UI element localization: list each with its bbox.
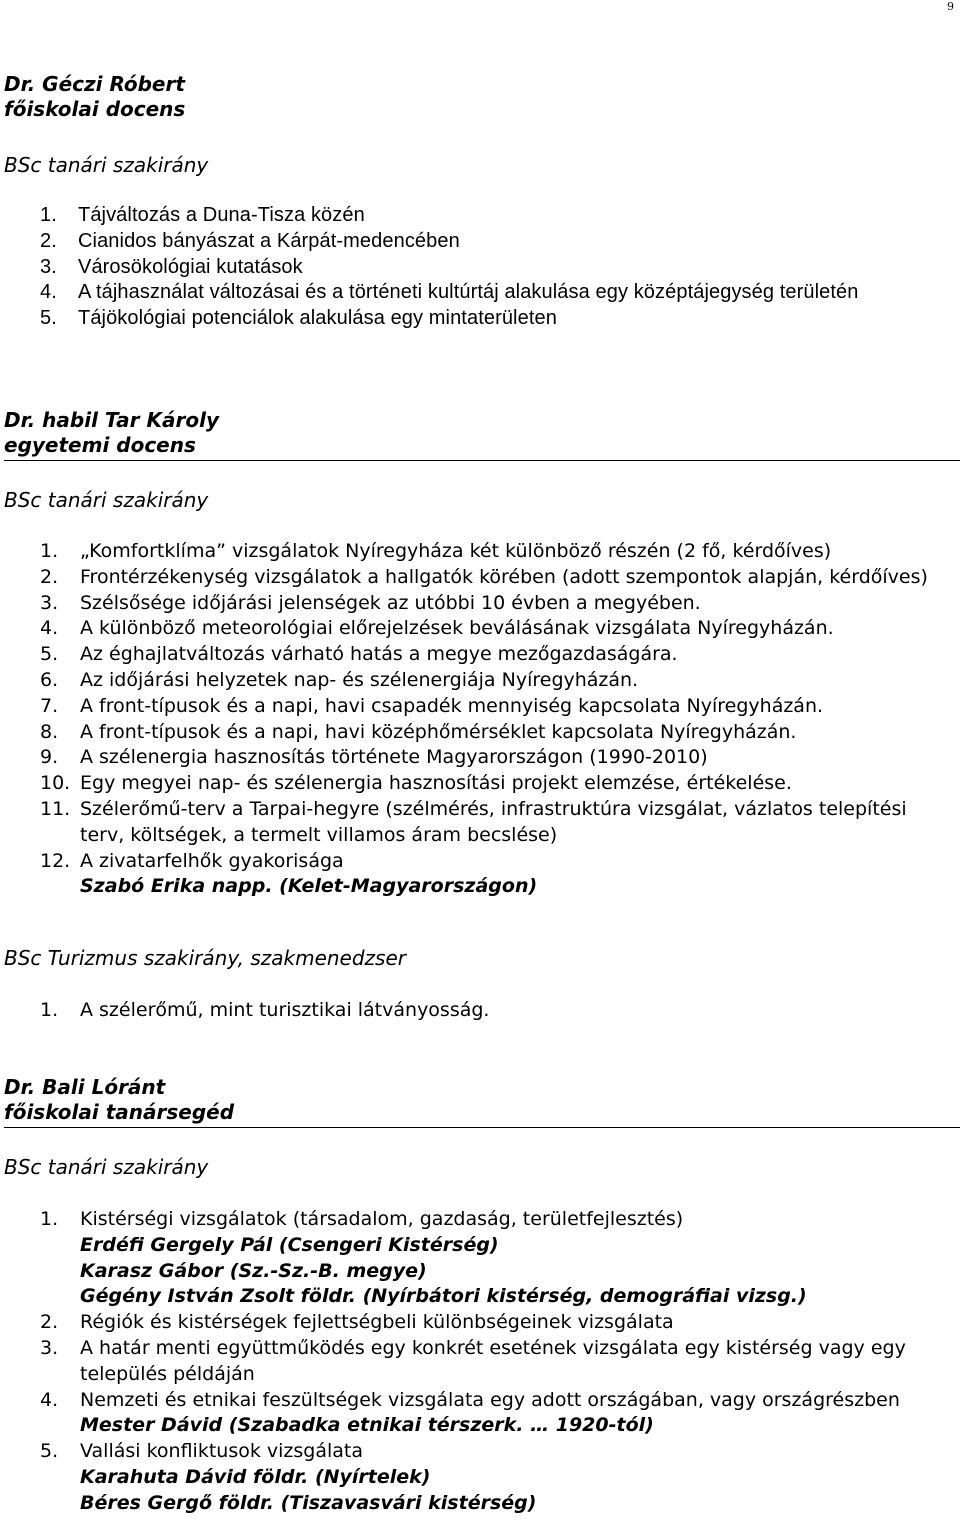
student-name: Szabó Erika napp. (Kelet-Magyarországon) xyxy=(80,875,538,898)
program-label: BSc Turizmus szakirány, szakmenedzser xyxy=(4,946,406,970)
student-name: Karasz Gábor (Sz.-Sz.-B. megye) xyxy=(80,1259,427,1282)
advisor-title: főiskolai docens xyxy=(4,97,186,121)
list-item: 2. Cianidos bányászat a Kárpát-medencében xyxy=(40,229,460,252)
advisor-title: egyetemi docens xyxy=(4,433,960,461)
list-item: 4. Nemzeti és etnikai feszültségek vizsgálata egy adott országában, vagy országrészben Mester Dávid (Szabadka etnikai térszerk. … 1920-tól) xyxy=(4,1388,950,1440)
list-item: 10. Egy megyei nap- és szélenergia hasznosítási projekt elemzése, értékelése. xyxy=(40,772,792,795)
list-item: 5. Tájökológiai potenciálok alakulása egy mintaterületen xyxy=(40,307,557,330)
program-label: BSc tanári szakirány xyxy=(4,153,209,177)
advisor-name: Dr. habil Tar Károly xyxy=(4,408,219,432)
program-label: BSc tanári szakirány xyxy=(4,1155,209,1179)
topic-list xyxy=(40,203,950,332)
list-item: 1. Kistérségi vizsgálatok (társadalom, gazdaság, területfejlesztés) Erdéfi Gergely Pál (Csengeri Kistérség) Karasz Gábor (Sz.-Sz.-B. megye) Gégény István Zsolt földr. (Nyírbátori kistérség, demográfiai vizsg.) xyxy=(4,1207,950,1310)
advisor-title: főiskolai tanársegéd xyxy=(4,1100,960,1128)
topic-list xyxy=(4,998,950,1024)
list-item: 8. A front-típusok és a napi, havi középhőmérséklet kapcsolata Nyíregyházán. xyxy=(40,720,797,743)
list-item: 6. Az időjárási helyzetek nap- és szélenergiája Nyíregyházán. xyxy=(40,668,639,691)
list-item: 5. Az éghajlatváltozás várható hatás a megye mezőgazdaságára. xyxy=(40,643,678,666)
list-item: 5. Vallási konfliktusok vizsgálata Karahuta Dávid földr. (Nyírtelek) Béres Gergő földr. (Tiszavasvári kistérség) xyxy=(4,1439,950,1516)
list-item: 4. A különböző meteorológiai előrejelzések beválásának vizsgálata Nyíregyházán. xyxy=(40,617,834,640)
list-item: 7. A front-típusok és a napi, havi csapadék mennyiség kapcsolata Nyíregyházán. xyxy=(40,694,824,717)
list-item: 4. A tájhasználat változásai és a történeti kultúrtáj alakulása egy középtájegység területén xyxy=(40,281,859,304)
list-item: 1. „Komfortklíma” vizsgálatok Nyíregyháza két különböző részén (2 fő, kérdőíves) xyxy=(40,540,832,562)
section-bali xyxy=(4,1075,960,1128)
list-item: 1. A szélerőmű, mint turisztikai látványosság. xyxy=(40,999,490,1021)
list-item: 3. Városökológiai kutatások xyxy=(40,255,303,278)
topic-list xyxy=(4,1207,950,1517)
list-item: 2. Régiók és kistérségek fejlettségbeli különbségeinek vizsgálata xyxy=(40,1311,674,1334)
list-item: 9. A szélenergia hasznosítás története Magyarországon (1990-2010) xyxy=(40,746,708,769)
student-name: Karahuta Dávid földr. (Nyírtelek) xyxy=(80,1465,431,1488)
section-geczi xyxy=(4,72,960,124)
list-item: 3. A határ menti együttműködés egy konkrét esetének vizsgálata egy kistérség vagy egy település példáján xyxy=(40,1336,906,1385)
page-number: 9 xyxy=(947,0,954,13)
advisor-name: Dr. Géczi Róbert xyxy=(4,72,185,96)
student-name: Mester Dávid (Szabadka etnikai térszerk. … 1920-tól) xyxy=(80,1414,654,1437)
advisor-name: Dr. Bali Lóránt xyxy=(4,1075,166,1099)
list-item: 1. Tájváltozás a Duna-Tisza közén xyxy=(40,204,365,226)
section-tar xyxy=(4,408,960,461)
program-label: BSc tanári szakirány xyxy=(4,488,209,512)
student-name: Erdéfi Gergely Pál (Csengeri Kistérség) xyxy=(80,1233,499,1256)
list-item: 12. A zivatarfelhők gyakorisága Szabó Erika napp. (Kelet-Magyarországon) xyxy=(4,849,950,901)
list-item: 11. Szélerőmű-terv a Tarpai-hegyre (szélmérés, infrastruktúra vizsgálat, vázlatos telepítési terv, költségek, a termelt villamos áram becslése) xyxy=(40,797,907,846)
topic-list xyxy=(4,539,950,900)
list-item: 3. Szélsősége időjárási jelenségek az utóbbi 10 évben a megyében. xyxy=(40,591,701,614)
student-name: Béres Gergő földr. (Tiszavasvári kistérség) xyxy=(80,1491,537,1514)
list-item: 2. Frontérzékenység vizsgálatok a hallgatók körében (adott szempontok alapján, kérdőíves) xyxy=(40,565,928,588)
student-name: Gégény István Zsolt földr. (Nyírbátori kistérség, demográfiai vizsg.) xyxy=(80,1285,807,1308)
